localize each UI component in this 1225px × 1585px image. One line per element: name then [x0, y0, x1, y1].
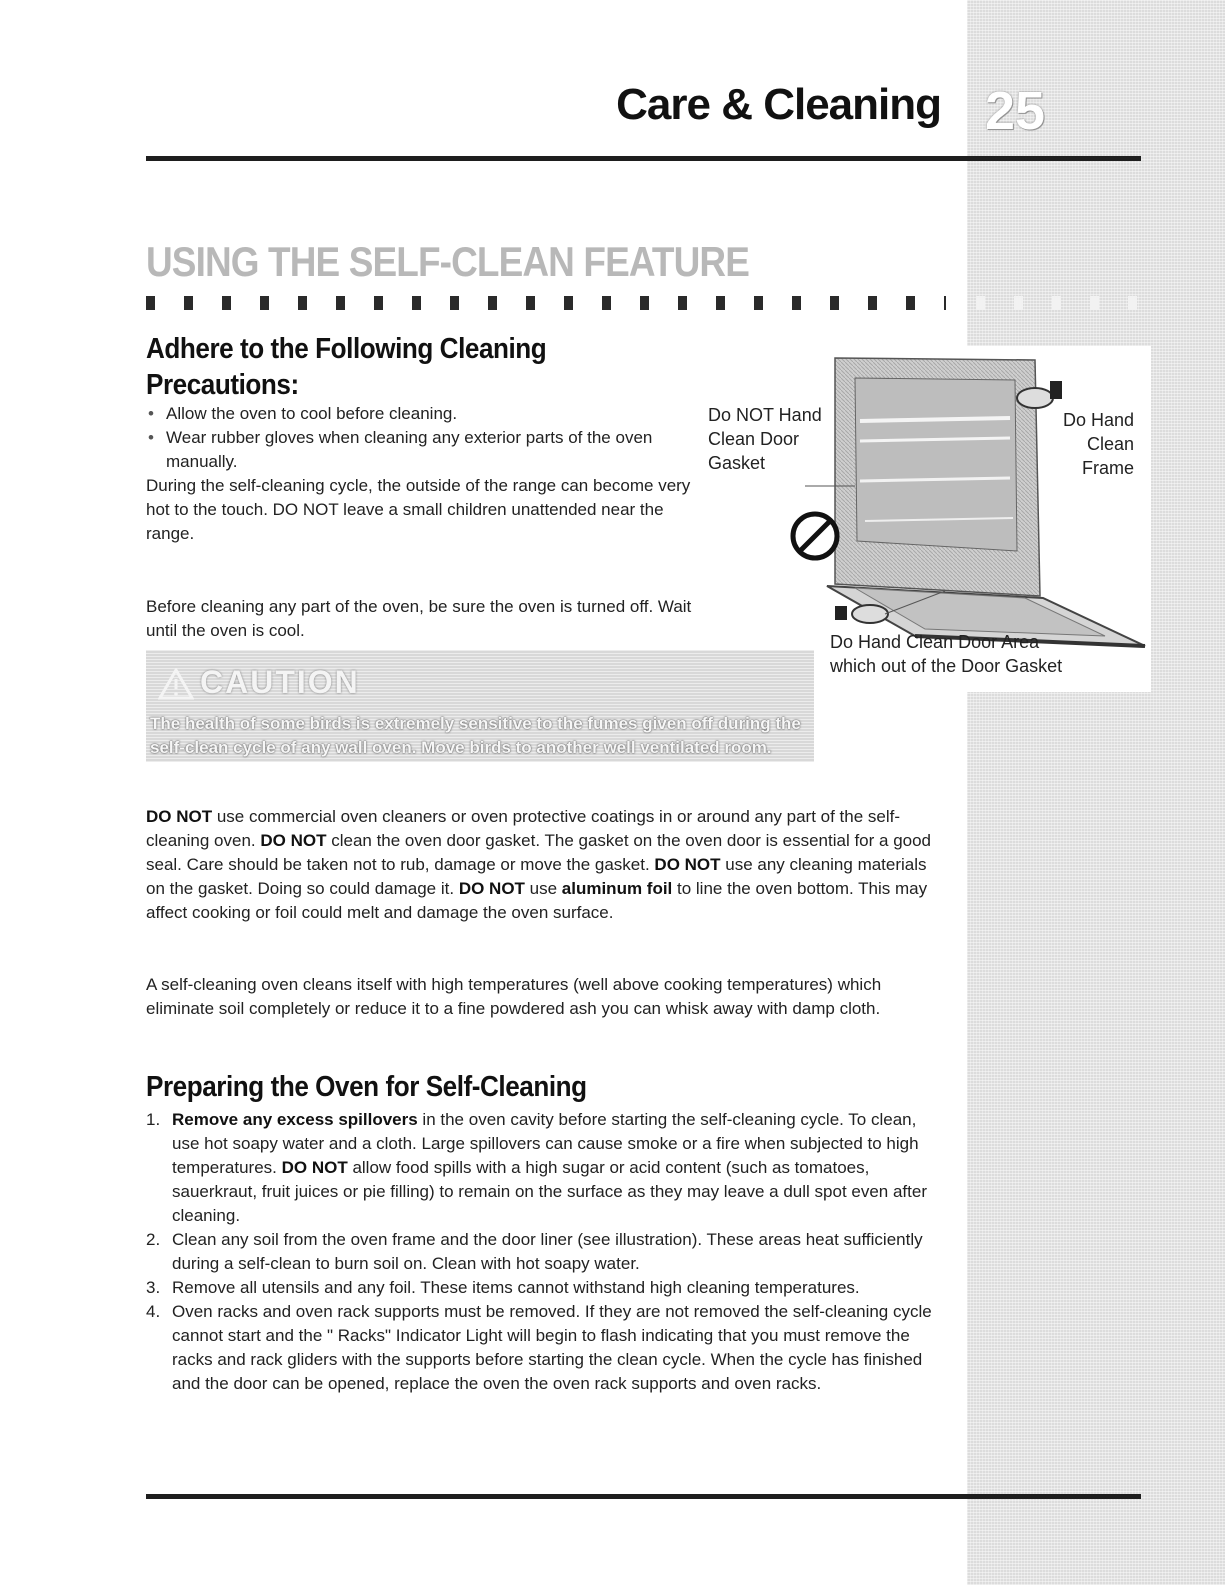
step-number: 3.: [146, 1278, 161, 1297]
do-not-emphasis: DO NOT: [654, 855, 721, 874]
preparing-steps-container: [146, 1108, 946, 1396]
list-item: [146, 1108, 946, 1228]
footer-rule: [146, 1494, 1141, 1499]
label-gasket: Do NOT Hand Clean Door Gasket: [708, 405, 822, 473]
precautions-paragraph-2: Before cleaning any part of the oven, be sure the oven is turned off. Wait until the oven is cool.: [146, 597, 692, 640]
step-number: 4.: [146, 1302, 161, 1321]
preparing-steps: [146, 1108, 946, 1396]
list-item: [146, 1228, 946, 1276]
step-text: Remove all utensils and any foil. These items cannot withstand high cleaning temperatures.: [172, 1278, 860, 1297]
side-gray-strip: [967, 0, 1225, 1585]
precautions-list: [146, 402, 696, 474]
warning-text-3: use any cleaning materials on the gasket. Doing so could damage it.: [146, 855, 927, 898]
page-number: 25: [984, 81, 1046, 141]
step-text: in the oven cavity before starting the self-cleaning cycle. To clean, use hot soapy water and a cloth. Large spillovers can cause smoke or a fire when subjected to high temperatures.: [172, 1110, 919, 1177]
dotted-divider-light: [976, 296, 1146, 310]
step-number: 1.: [146, 1110, 161, 1129]
aluminum-foil-emphasis: aluminum foil: [561, 879, 673, 898]
section-title: USING THE SELF-CLEAN FEATURE: [146, 238, 750, 285]
caution-text: The health of some birds is extremely sensitive to the fumes given off during the self-clean cycle of any wall oven. Move birds to another well ventilated room.: [150, 714, 801, 757]
list-item: [146, 1276, 946, 1300]
list-item: [146, 1300, 946, 1396]
list-item: • Wear rubber gloves when cleaning any exterior parts of the oven manually.: [146, 426, 696, 474]
warning-paragraph: [146, 805, 946, 925]
precautions-heading-line2: Precautions:: [146, 369, 299, 401]
preparing-heading: Preparing the Oven for Self-Cleaning: [146, 1071, 587, 1103]
precautions-heading-line1: Adhere to the Following Cleaning: [146, 333, 547, 365]
list-item: • Allow the oven to cool before cleaning.: [146, 402, 696, 426]
self-clean-paragraph: A self-cleaning oven cleans itself with high temperatures (well above cooking temperatures) which eliminate soil completely or reduce it to a fine powdered ash you can whisk away with damp cloth.: [146, 975, 882, 1018]
warning-triangle-icon: [158, 668, 194, 700]
caution-title: CAUTION: [200, 664, 360, 700]
label-door-area-line2: which out of the Door Gasket: [830, 656, 1063, 676]
warning-text-2: clean the oven door gasket. The gasket on the oven door is essential for a good seal. Care should be taken not to rub, damage or move the gasket.: [146, 831, 932, 874]
step-text: allow food spills with a high sugar or acid content (such as tomatoes, sauerkraut, fruit juices or pie filling) to remain on the surface as they may leave a dull spot even after cleaning.: [172, 1158, 927, 1225]
warning-text-4: use: [524, 879, 562, 898]
precautions-list-container: [146, 402, 696, 474]
step-number: 2.: [146, 1230, 161, 1249]
do-not-emphasis: DO NOT: [260, 831, 327, 850]
step-text: Clean any soil from the oven frame and the door liner (see illustration). These areas heat sufficiently during a self-clean to burn soil on. Clean with hot soapy water.: [172, 1230, 923, 1273]
step-emphasis: DO NOT: [281, 1158, 348, 1177]
dotted-divider: [146, 296, 946, 310]
step-text: Oven racks and oven rack supports must be removed. If they are not removed the self-cleaning cycle cannot start and the " Racks" Indicator Light will begin to flash indicating that you must remove the racks and rack gliders with the supports before starting the clean cycle. When the cycle has finished and the door can be opened, replace the oven the oven rack supports and oven racks.: [172, 1302, 932, 1393]
precautions-paragraph-1: During the self-cleaning cycle, the outside of the range can become very hot to the touch. DO NOT leave a small children unattended near the range.: [146, 476, 691, 543]
step-emphasis: Remove any excess spillovers: [172, 1110, 418, 1129]
label-frame: Do Hand Clean Frame: [1062, 410, 1134, 478]
do-not-emphasis: DO NOT: [458, 879, 525, 898]
page-header-title: Care & Cleaning: [616, 80, 941, 129]
warning-text-5: to line the oven bottom. This may affect cooking or foil could melt and damage the oven surface.: [146, 879, 928, 922]
label-door-area-line1: Do Hand Clean Door Area: [830, 632, 1040, 652]
warning-text-1: use commercial oven cleaners or oven protective coatings in or around any part of the self-cleaning oven.: [146, 807, 901, 850]
do-not-emphasis: DO NOT: [146, 807, 213, 826]
header-rule: [146, 156, 1141, 161]
